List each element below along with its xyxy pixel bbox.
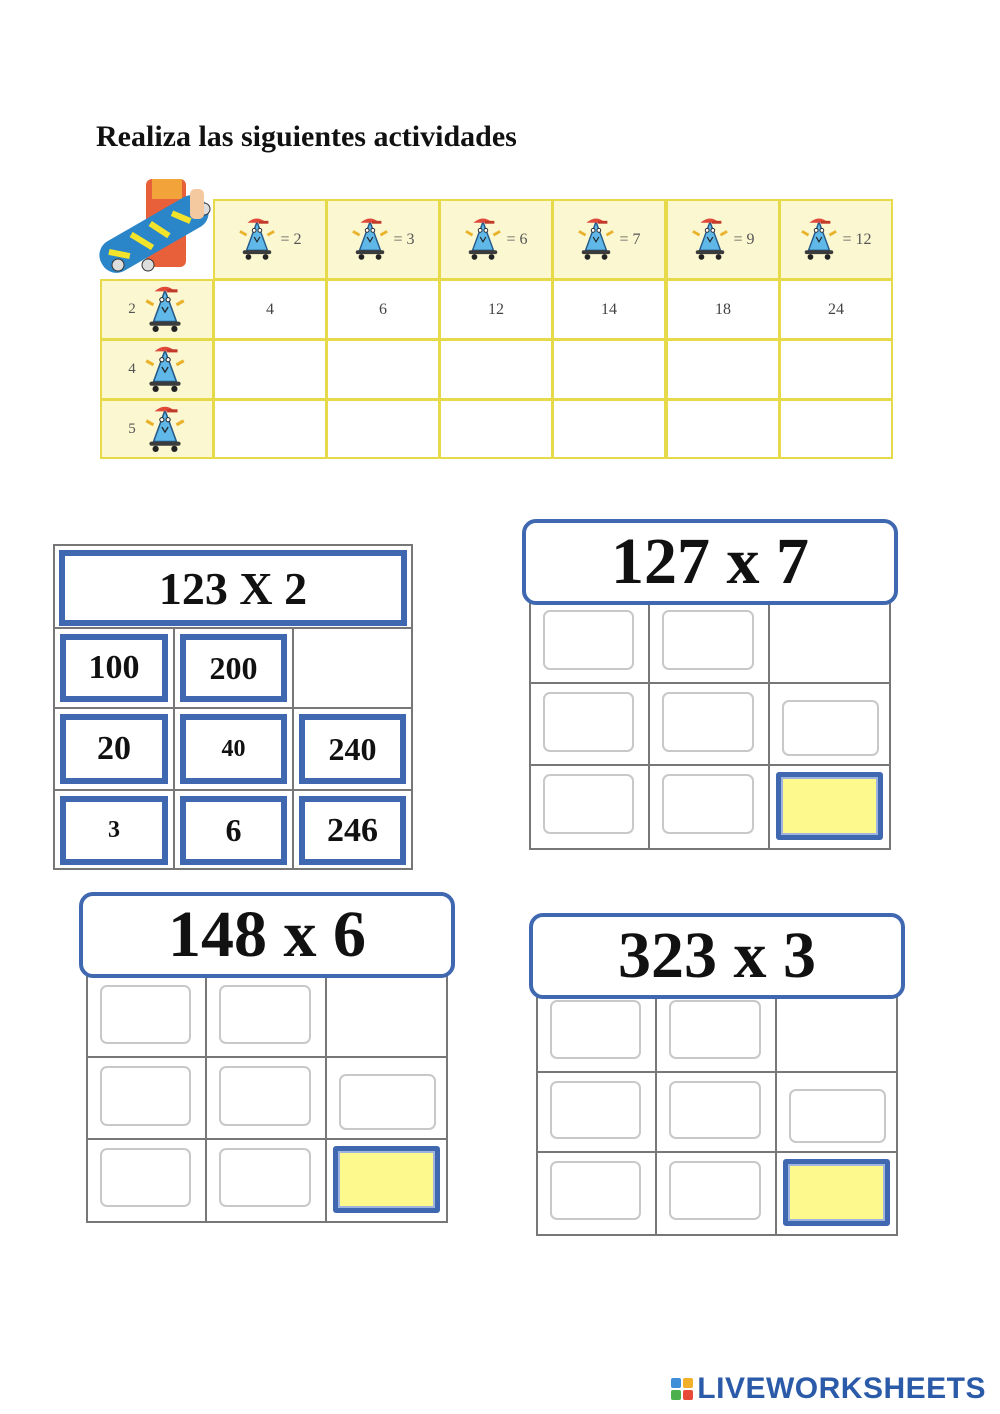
- problem-cell: [770, 684, 889, 766]
- product-cell: [213, 279, 327, 340]
- partial-product-input[interactable]: [341, 1076, 438, 1129]
- partial-product-slot[interactable]: [782, 700, 879, 756]
- problem-cell: [538, 1153, 657, 1234]
- skater-mascot-icon: [464, 214, 502, 265]
- partial-product-input[interactable]: [552, 1163, 643, 1220]
- partial-product-input[interactable]: [671, 1002, 762, 1059]
- product-cell: [552, 339, 666, 400]
- problem-2-label: 148 x 6: [79, 892, 455, 978]
- problem-cell: [538, 1073, 657, 1154]
- problem-1-grid: [529, 600, 891, 850]
- skater-mascot-icon: [144, 402, 186, 457]
- liveworksheets-logo: [671, 1372, 986, 1406]
- product-answer-input[interactable]: [556, 408, 661, 449]
- problem-cell: [770, 602, 889, 684]
- partial-product-slot[interactable]: [669, 1161, 760, 1220]
- final-product-input[interactable]: [788, 1164, 889, 1223]
- header-equation: = 7: [619, 230, 641, 248]
- problem-cell: [207, 1140, 326, 1221]
- example-value-box: 40: [180, 714, 287, 784]
- problem-cell: [88, 977, 207, 1058]
- example-area-model: [53, 544, 413, 870]
- row-label-cell: [100, 279, 214, 340]
- partial-product-input[interactable]: [221, 1150, 312, 1207]
- product-answer-input[interactable]: [783, 408, 888, 449]
- header-cell: [779, 199, 893, 280]
- partial-product-slot[interactable]: [100, 1148, 191, 1207]
- problem-cell: [650, 602, 769, 684]
- example-title: 123 X 2: [59, 550, 407, 626]
- partial-product-input[interactable]: [545, 694, 636, 752]
- product-value: 18: [715, 300, 731, 318]
- product-value: 12: [488, 300, 504, 318]
- problem-cell: [88, 1058, 207, 1139]
- skater-mascot-icon: [577, 214, 615, 265]
- product-cell: [326, 279, 440, 340]
- product-value: 14: [601, 300, 617, 318]
- problem-cell: [657, 1073, 776, 1154]
- product-cell: [552, 279, 666, 340]
- partial-product-slot[interactable]: [339, 1074, 436, 1129]
- skateboard-kid-image: [94, 179, 214, 279]
- partial-product-slot[interactable]: [100, 985, 191, 1044]
- final-product-slot[interactable]: [776, 772, 883, 840]
- problem-cell: [531, 602, 650, 684]
- row-multiplier: 5: [128, 420, 136, 437]
- partial-product-slot[interactable]: [219, 985, 310, 1044]
- partial-product-input[interactable]: [784, 702, 881, 756]
- product-cell: [439, 339, 553, 400]
- skater-mascot-icon: [351, 214, 389, 265]
- partial-product-slot[interactable]: [550, 1161, 641, 1220]
- skater-mascot-icon: [144, 282, 186, 337]
- example-value-box: 200: [180, 634, 287, 702]
- example-value-box: 6: [180, 796, 287, 865]
- problem-cell: [531, 766, 650, 848]
- multiplication-table: [100, 199, 893, 459]
- example-cell: [175, 709, 294, 791]
- example-cell: [294, 709, 411, 791]
- brand-name: LIVEWORKSHEETS: [697, 1372, 986, 1405]
- partial-product-slot[interactable]: [219, 1066, 310, 1125]
- example-value-box: 20: [60, 714, 168, 784]
- partial-product-input[interactable]: [102, 987, 193, 1044]
- row-label-cell: [100, 399, 214, 459]
- partial-product-input[interactable]: [671, 1083, 762, 1140]
- product-answer-input[interactable]: [217, 349, 322, 391]
- problem-cell: [650, 684, 769, 766]
- product-cell: [779, 279, 893, 340]
- problem-cell: [777, 992, 896, 1073]
- skater-mascot-icon: [800, 214, 838, 265]
- header-equation: = 12: [842, 230, 872, 248]
- example-value-box: 240: [299, 714, 406, 784]
- example-cell: [294, 627, 411, 709]
- header-equation: = 3: [393, 230, 415, 248]
- problem-3-label: 323 x 3: [529, 913, 905, 999]
- row-multiplier: 2: [128, 301, 136, 317]
- product-cell: [666, 399, 780, 459]
- product-answer-input[interactable]: [217, 408, 322, 449]
- product-cell: [666, 279, 780, 340]
- example-cell: [55, 627, 175, 709]
- final-product-input[interactable]: [781, 777, 882, 837]
- product-answer-input[interactable]: [443, 349, 548, 391]
- problem-cell: [657, 1153, 776, 1234]
- partial-product-slot[interactable]: [219, 1148, 310, 1207]
- final-product-input[interactable]: [338, 1151, 439, 1210]
- problem-3-grid: [536, 990, 898, 1236]
- partial-product-slot[interactable]: [543, 610, 634, 670]
- product-answer-input[interactable]: [330, 408, 435, 449]
- header-cell: [213, 199, 327, 280]
- header-equation: = 2: [280, 230, 302, 248]
- problem-cell: [657, 992, 776, 1073]
- partial-product-input[interactable]: [102, 1150, 193, 1207]
- example-value-box: 246: [299, 796, 406, 865]
- problem-cell: [88, 1140, 207, 1221]
- example-cell: [55, 791, 175, 870]
- problem-cell: [777, 1073, 896, 1154]
- product-value: 24: [828, 300, 844, 318]
- product-answer-input[interactable]: [330, 349, 435, 391]
- partial-product-input[interactable]: [552, 1002, 643, 1059]
- partial-product-slot[interactable]: [669, 1000, 760, 1059]
- product-cell: [213, 399, 327, 459]
- header-cell: [666, 199, 780, 280]
- product-answer-input[interactable]: [783, 349, 888, 391]
- partial-product-input[interactable]: [545, 612, 636, 670]
- example-cell: [294, 791, 411, 870]
- product-answer-input[interactable]: [670, 408, 775, 449]
- problem-cell: [207, 977, 326, 1058]
- product-cell: [666, 339, 780, 400]
- header-cell: [439, 199, 553, 280]
- row-label-cell: [100, 339, 214, 400]
- skater-mascot-icon: [691, 214, 729, 265]
- partial-product-input[interactable]: [664, 694, 755, 752]
- partial-product-input[interactable]: [664, 612, 755, 670]
- partial-product-input[interactable]: [102, 1068, 193, 1125]
- problem-cell: [650, 766, 769, 848]
- partial-product-input[interactable]: [545, 776, 636, 834]
- partial-product-input[interactable]: [671, 1163, 762, 1220]
- product-value: 6: [379, 300, 387, 318]
- example-cell: [175, 791, 294, 870]
- product-cell: [439, 279, 553, 340]
- product-cell: [779, 339, 893, 400]
- example-cell: [175, 627, 294, 709]
- partial-product-slot[interactable]: [550, 1081, 641, 1140]
- page-title: Realiza las siguientes actividades: [96, 120, 517, 153]
- header-equation: = 6: [506, 230, 528, 248]
- header-equation: = 9: [733, 230, 755, 248]
- final-product-slot[interactable]: [783, 1159, 890, 1226]
- product-value: 4: [266, 300, 274, 318]
- example-cell: [55, 709, 175, 791]
- problem-cell: [538, 992, 657, 1073]
- problem-cell: [531, 684, 650, 766]
- header-cell: [552, 199, 666, 280]
- problem-1-label: 127 x 7: [522, 519, 898, 605]
- partial-product-slot[interactable]: [662, 610, 753, 670]
- problem-cell: [327, 977, 446, 1058]
- product-cell: [779, 399, 893, 459]
- problem-cell: [770, 766, 889, 848]
- skater-mascot-icon: [144, 342, 186, 397]
- product-cell: [213, 339, 327, 400]
- problem-cell: [207, 1058, 326, 1139]
- example-value-box: 100: [60, 634, 168, 702]
- problem-2-grid: [86, 975, 448, 1223]
- problem-cell: [327, 1058, 446, 1139]
- partial-product-slot[interactable]: [550, 1000, 641, 1059]
- partial-product-slot[interactable]: [543, 774, 634, 834]
- partial-product-slot[interactable]: [789, 1089, 886, 1144]
- header-cell: [326, 199, 440, 280]
- product-cell: [439, 399, 553, 459]
- product-answer-input[interactable]: [443, 408, 548, 449]
- partial-product-slot[interactable]: [100, 1066, 191, 1125]
- partial-product-slot[interactable]: [669, 1081, 760, 1140]
- problem-cell: [777, 1153, 896, 1234]
- product-cell: [552, 399, 666, 459]
- partial-product-input[interactable]: [221, 987, 312, 1044]
- row-multiplier: 4: [128, 361, 136, 377]
- partial-product-input[interactable]: [791, 1091, 888, 1144]
- product-answer-input[interactable]: [556, 349, 661, 391]
- product-answer-input[interactable]: [670, 349, 775, 391]
- partial-product-input[interactable]: [552, 1083, 643, 1140]
- final-product-slot[interactable]: [333, 1146, 440, 1213]
- partial-product-slot[interactable]: [543, 692, 634, 752]
- skater-mascot-icon: [238, 214, 276, 265]
- logo-blocks-icon: [671, 1378, 693, 1400]
- product-cell: [326, 339, 440, 400]
- problem-cell: [327, 1140, 446, 1221]
- partial-product-slot[interactable]: [662, 692, 753, 752]
- partial-product-input[interactable]: [221, 1068, 312, 1125]
- partial-product-slot[interactable]: [662, 774, 753, 834]
- partial-product-input[interactable]: [664, 776, 755, 834]
- product-cell: [326, 399, 440, 459]
- example-value-box: 3: [60, 796, 168, 865]
